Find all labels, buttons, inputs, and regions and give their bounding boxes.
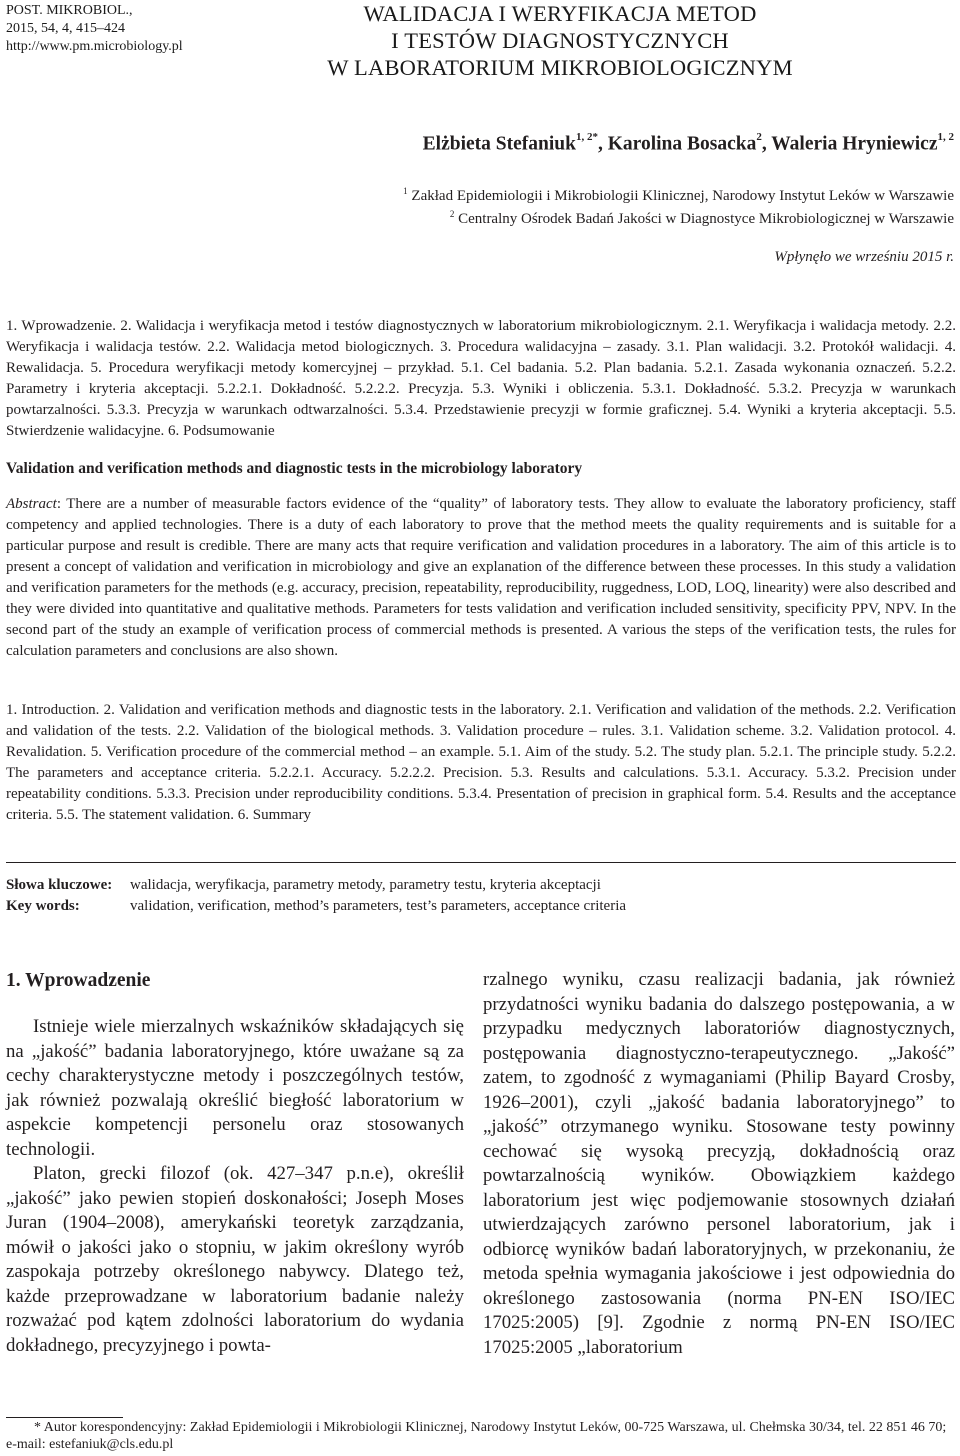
contents-english-text: 1. Introduction. 2. Validation and verification methods and diagnostic tests in the laboratory. 2.1. Verification and validation of the methods. 2.2. Verification and validation of the tests. 2.2. Validation of the biological methods. 3. Validation procedure – rules. 3.1. Validation scheme. 3.2. Validation protocol. 4. Revalidation. 5. Verification procedure of the commercial method – an example. 5.1. Aim of the study. 5.2. The study plan. 5.2.1. The principle study. 5.2.2. The parameters and acceptance criteria. 5.2.2.1. Accuracy. 5.2.2.2. Precision. 5.3. Results and calculations. 5.3.1. Accuracy. 5.3.2. Precision under repeatability conditions. 5.3.3. Precision under reproducibility conditions. 5.3.4. Presentation of precision in graphical form. 5.4. Results and the acceptance criteria. 5.5. The statement validation. 6. Summary bbox=[6, 702, 956, 823]
contents-polish bbox=[6, 316, 956, 442]
affiliation-text: Centralny Ośrodek Badań Jakości w Diagnostyce Mikrobiologicznej w Warszawie bbox=[454, 211, 954, 227]
contents-english bbox=[6, 700, 956, 826]
journal-info bbox=[6, 2, 183, 56]
author-separator: , bbox=[761, 133, 772, 155]
author-affiliation-mark: 2 bbox=[756, 131, 762, 143]
body-column-left bbox=[6, 1015, 464, 1358]
divider bbox=[6, 862, 956, 863]
abstract bbox=[6, 494, 956, 662]
footnote bbox=[6, 1419, 956, 1453]
corresponding-author-mark: * bbox=[592, 131, 598, 143]
author-separator: , bbox=[597, 133, 608, 155]
affiliation-number: 1 bbox=[403, 186, 408, 196]
abstract-text: There are a number of measurable factors evidence of the “quality” of laboratory tests. They allow to evaluate the laboratory proficiency, staff competency and applied technologies. There is a duty of each laboratory to prove that the method meets the quality requirements and is suitable for a particular purpose and result is credible. There are many acts that require verification and validation procedures in a laboratory. The aim of this article is to present a concept of validation and verification in microbiology and give an explanation of the difference between these processes. In this study a validation and verification parameters for the methods (e.g. accuracy, precision, repeatability, reproducibility, ruggedness, LOD, LOQ, linearity) were also described and they were divided into quantitative and qualitative methods. Parameters for tests validation and verification included sensitivity, specificity PPV, NPV. In the second part of the study an example of verification process of commercial methods is presented. A various the steps of the verification tests, the rules for calculation parameters and conclusions are also shown. bbox=[6, 496, 956, 659]
keywords bbox=[6, 875, 626, 917]
affiliation-number: 2 bbox=[449, 209, 455, 219]
paragraph: Platon, grecki filozof (ok. 427–347 p.n.e), określił „jakość” jako pewien stopień doskonałości; Joseph Moses Juran (1904–2008), amerykański teoretyk zarządzania, mówił o jakości jako o stopniu, w jakim określony wyrób zaspokaja potrzeby określonego nabywcy. Dlatego też, każde przeprowadzane w laboratorium badanie należy rozważać pod kątem zdolności laboratorium do wydania dokładnego, precyzyjnego i powta- bbox=[6, 1163, 464, 1356]
abstract-label: Abstract bbox=[6, 496, 57, 512]
paragraph: Istnieje wiele mierzalnych wskaźników składających się na „jakość” badania laboratoryjnego, które uważane są za cechy charakterystyczne metody i poszczególnych testów, jak również pozwalają określić biegłość laboratorium w aspekcie kompetencji personelu oraz stosowanych technologii. bbox=[6, 1016, 464, 1160]
keywords-polish-row bbox=[6, 875, 626, 896]
author-name: Karolina Bosacka bbox=[607, 133, 757, 155]
title-line-2: I TESTÓW DIAGNOSTYCZNYCH bbox=[391, 28, 729, 53]
author-name: Elżbieta Stefaniuk bbox=[422, 133, 576, 155]
received-date: Wpłynęło we wrześniu 2015 r. bbox=[774, 249, 954, 265]
title-line-1: WALIDACJA I WERYFIKACJA METOD bbox=[363, 1, 757, 26]
paragraph: rzalnego wyniku, czasu realizacji badania, jak również przydatności wyniku badania do dalszego postępowania, a w przypadku medycznych laboratoriów diagnostycznych, postępowania diagnostyczno-terapeutycznego. „Jakość” zatem, to zgodność z wymaganiami (Philip Bayard Crosby, 1926–2001), czyli „jakość badania laboratoryjnego” to „jakość” otrzymanego wyniku. Stosowane testy powinny cechować się wysoką precyzją, dokładnością oraz powtarzalnością wyników. Obowiązkiem każdego laboratorium jest więc podjemowanie stosownych działań utwierdzających zarówno personel laboratorium, jak i odbiorcę wyników badań laboratoryjnych, w przekonaniu, że metoda spełnia wymagania jakościowe i jest odpowiednia do określonego zastosowania (norma PN-EN ISO/IEC 17025:2005) [9]. Zgodnie z normą PN-EN ISO/IEC 17025:2005 „laboratorium bbox=[483, 969, 955, 1358]
journal-volume: 2015, 54, 4, 415–424 bbox=[6, 21, 125, 36]
title-line-3: W LABORATORIUM MIKROBIOLOGICZNYM bbox=[327, 55, 793, 80]
english-title: Validation and verification methods and diagnostic tests in the microbiology laboratory bbox=[6, 460, 583, 477]
section-heading: 1. Wprowadzenie bbox=[6, 970, 151, 991]
footnote-text: * Autor korespondencyjny: Zakład Epidemiologii i Mikrobiologii Klinicznej, Narodowy Instytut Leków, 00-725 Warszawa, ul. Chełmska 30/34, tel. 22 851 46 70; e-mail: estefaniuk@cls.edu.pl bbox=[6, 1420, 947, 1452]
abstract-colon: : bbox=[56, 496, 67, 512]
author-name: Waleria Hryniewicz bbox=[771, 133, 938, 155]
author-list bbox=[423, 133, 954, 156]
journal-name: POST. MIKROBIOL., bbox=[6, 3, 133, 18]
keywords-polish-label: Słowa kluczowe: bbox=[6, 877, 113, 893]
body-column-right bbox=[483, 968, 955, 1360]
contents-polish-text: 1. Wprowadzenie. 2. Walidacja i weryfikacja metod i testów diagnostycznych w laboratorium mikrobiologicznym. 2.1. Weryfikacja i walidacja metody. 2.2. Weryfikacja i walidacja testów. 2.2. Walidacja metod biologicznych. 3. Procedura walidacyjna – zasady. 3.1. Plan walidacji. 3.2. Protokół walidacji. 4. Rewalidacja. 5. Procedura weryfikacji metody komercyjnej – przykład. 5.1. Cel badania. 5.2. Plan badania. 5.2.1. Zasada wykonania oznaczeń. 5.2.2. Parametry i kryteria akceptacji. 5.2.2.1. Dokładność. 5.2.2.2. Precyzja. 5.3. Wyniki i obliczenia. 5.3.1. Dokładność. 5.3.2. Precyzja w warunkach powtarzalności. 5.3.3. Precyzja w warunkach odtwarzalności. 5.3.4. Przedstawienie precyzji w formie graficznej. 5.4. Wyniki a kryteria akceptacji. 5.5. Stwierdzenie walidacyjne. 6. Podsumowanie bbox=[6, 318, 956, 439]
affiliation-2 bbox=[254, 203, 954, 231]
keywords-english-row bbox=[6, 896, 626, 917]
article-title bbox=[180, 0, 940, 81]
keywords-english-label: Key words: bbox=[6, 898, 80, 914]
footnote-divider bbox=[6, 1417, 123, 1418]
keywords-polish-value: walidacja, weryfikacja, parametry metody, parametry testu, kryteria akceptacji bbox=[130, 877, 601, 893]
affiliation-text: Zakład Epidemiologii i Mikrobiologii Klinicznej, Narodowy Instytut Leków w Warszawie bbox=[407, 188, 954, 204]
author-affiliation-mark: 1, 2 bbox=[575, 131, 593, 143]
keywords-english-value: validation, verification, method’s parameters, test’s parameters, acceptance criteria bbox=[130, 898, 627, 914]
author-affiliation-mark: 1, 2 bbox=[937, 131, 954, 143]
journal-url[interactable]: http://www.pm.microbiology.pl bbox=[6, 39, 183, 54]
